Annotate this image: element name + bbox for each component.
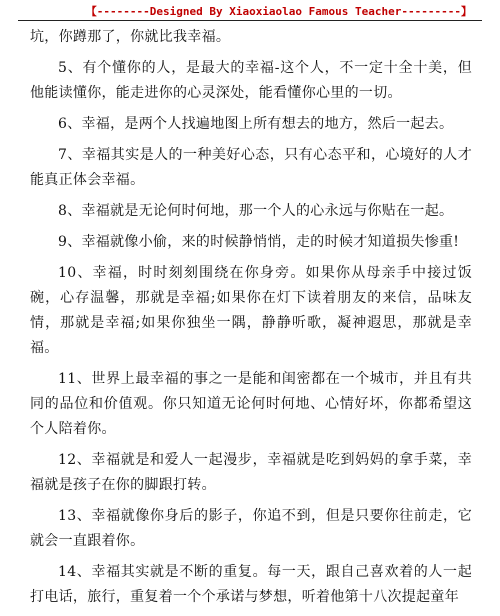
paragraph-13: 13、幸福就像你身后的影子，你追不到，但是只要你往前走，它就会一直跟着你。 [30,508,472,549]
paragraph-11: 11、世界上最幸福的事之一是能和闺密都在一个城市，并且有共同的品位和价值观。你只知道无论何时何地、心情好坏，你都希望这个人陪着你。 [30,371,472,437]
document-body [30,25,472,616]
paragraph-9: 9、幸福就像小偷，来的时候静悄悄，走的时候才知道损失惨重! [58,234,460,250]
paragraph-5: 5、有个懂你的人，是最大的幸福-这个人，不一定十全十美，但他能读懂你，能走进你的心灵深处，能看懂你心里的一切。 [30,60,472,101]
header-banner-text: 【--------Designed By Xiaoxiaolao Famous Teacher---------】 [85,5,472,18]
paragraph-6: 6、幸福，是两个人找遍地图上所有想去的地方，然后一起去。 [58,116,454,132]
paragraph-10: 10、幸福，时时刻刻围绕在你身旁。如果你从母亲手中接过饭碗，心存温馨，那就是幸福;如果你在灯下读着朋友的来信，品味友情，那就是幸福;如果你独坐一隅，静静听歌，凝神遐思，那就是幸福。 [30,265,472,356]
paragraph-14: 14、幸福其实就是不断的重复。每一天，跟自己喜欢着的人一起打电话，旅行，重复着一个个承诺与梦想，听着他第十八次提起童年 [30,564,472,605]
paragraph-continued: 坑，你蹲那了，你就比我幸福。 [30,29,231,45]
page-header [0,0,500,20]
header-rule [18,20,482,21]
paragraph-7: 7、幸福其实是人的一种美好心态，只有心态平和，心境好的人才能真正体会幸福。 [30,147,472,188]
paragraph-12: 12、幸福就是和爱人一起漫步，幸福就是吃到妈妈的拿手菜，幸福就是孩子在你的脚跟打转。 [30,452,472,493]
paragraph-8: 8、幸福就是无论何时何地，那一个人的心永远与你贴在一起。 [58,203,454,219]
